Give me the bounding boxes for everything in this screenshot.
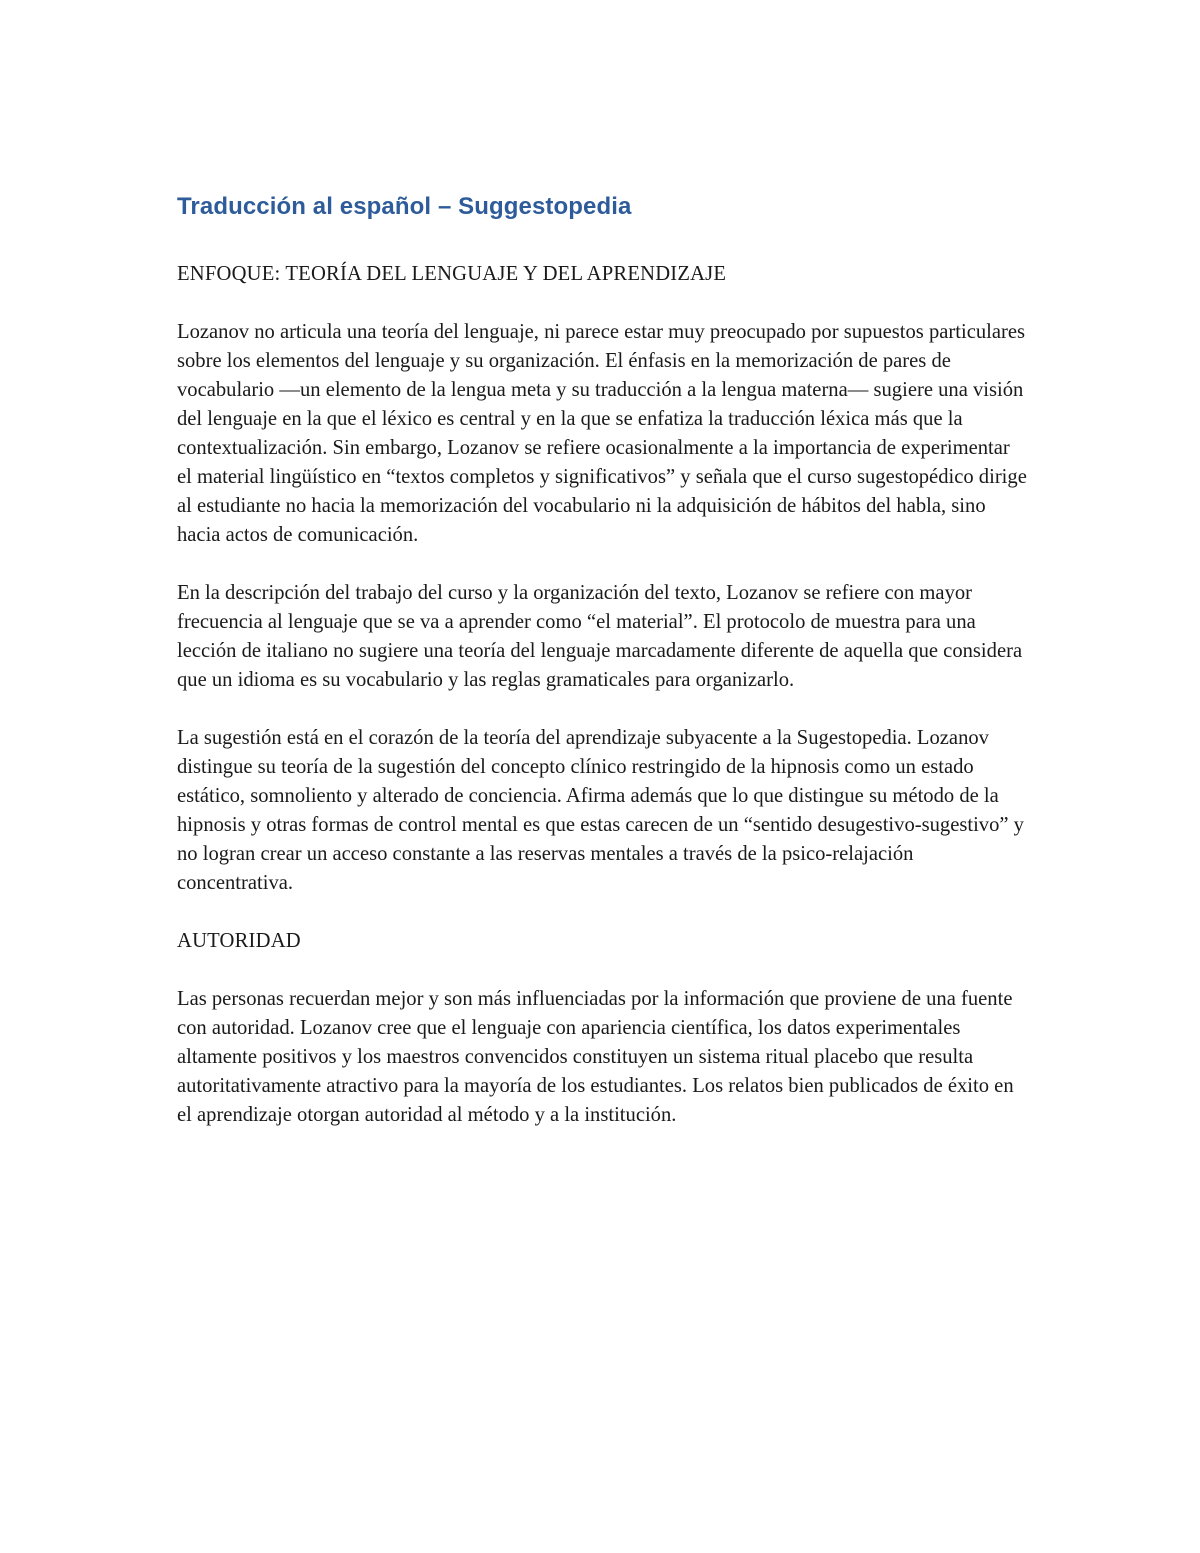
section-heading-enfoque: ENFOQUE: TEORÍA DEL LENGUAJE Y DEL APRENDIZAJE [177,263,727,285]
section-heading-autoridad: AUTORIDAD [177,930,301,952]
paragraph: En la descripción del trabajo del curso y la organización del texto, Lozanov se refiere con mayor frecuencia al lenguaje que se va a aprender como “el material”. El protocolo de muestra para una lección de italiano no sugiere una teoría del lenguaje marcadamente diferente de aquella que considera que un idioma es su vocabulario y las reglas gramaticales para organizarlo. [177,582,1023,691]
paragraph: Las personas recuerdan mejor y son más influenciadas por la información que proviene de una fuente con autoridad. Lozanov cree que el lenguaje con apariencia científica, los datos experimentales altamente positivos y los maestros convencidos constituyen un sistema ritual placebo que resulta autoritativamente atractivo para la mayoría de los estudiantes. Los relatos bien publicados de éxito en el aprendizaje otorgan autoridad al método y a la institución. [177,988,1014,1126]
paragraph: Lozanov no articula una teoría del lenguaje, ni parece estar muy preocupado por supuestos particulares sobre los elementos del lenguaje y su organización. El énfasis en la memorización de pares de vocabulario —un elemento de la lengua meta y su traducción a la lengua materna— sugiere una visión del lenguaje en la que el léxico es central y en la que se enfatiza la traducción léxica más que la contextualización. Sin embargo, Lozanov se refiere ocasionalmente a la importancia de experimentar el material lingüístico en “textos completos y significativos” y señala que el curso sugestopédico dirige al estudiante no hacia la memorización del vocabulario ni la adquisición de hábitos del habla, sino hacia actos de comunicación. [177,321,1027,546]
paragraph: La sugestión está en el corazón de la teoría del aprendizaje subyacente a la Sugestopedia. Lozanov distingue su teoría de la sugestión del concepto clínico restringido de la hipnosis como un estado estático, somnoliento y alterado de conciencia. Afirma además que lo que distingue su método de la hipnosis y otras formas de control mental es que estas carecen de un “sentido desugestivo-sugestivo” y no logran crear un acceso constante a las reservas mentales a través de la psico-relajación concentrativa. [177,727,1024,894]
document-body [177,190,1027,1159]
document-title: Traducción al español – Suggestopedia [177,193,632,220]
